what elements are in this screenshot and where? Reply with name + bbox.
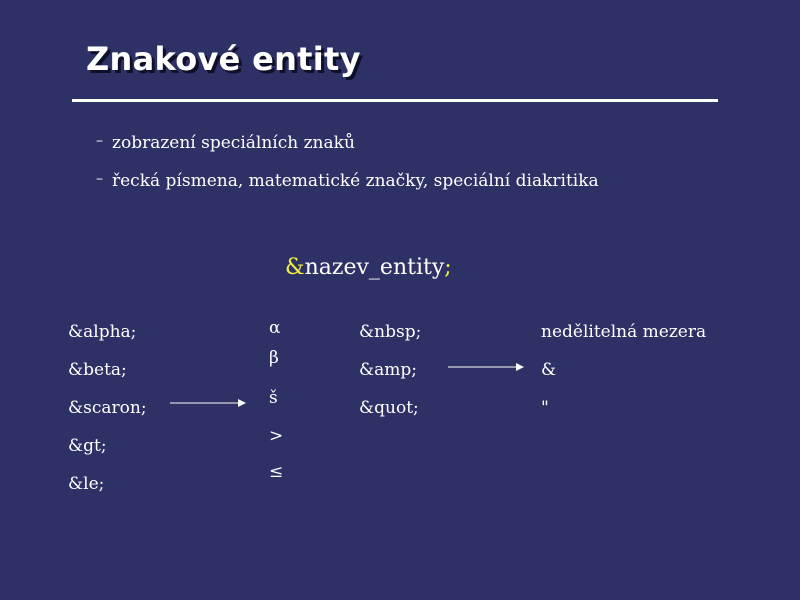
entity-syntax (285, 255, 452, 280)
entity-code: &beta; (68, 360, 127, 380)
bullet-text: řecká písmena, matematické značky, speciální diakritika (112, 171, 599, 191)
entity-glyph: ≤ (269, 462, 284, 482)
entity-code: &scaron; (68, 398, 147, 418)
entity-code: &quot; (359, 398, 419, 418)
entity-meaning: nedělitelná mezera (541, 322, 707, 342)
right-arrow-icon (448, 361, 526, 373)
entity-code: &amp; (359, 360, 417, 380)
entity-glyph: α (269, 318, 281, 338)
entity-glyph: β (269, 348, 279, 368)
entity-code: &gt; (68, 436, 107, 456)
bullet-item (96, 132, 355, 153)
syntax-name: nazev_entity (304, 255, 445, 280)
bullet-text: zobrazení speciálních znaků (112, 133, 355, 153)
entity-code: &nbsp; (359, 322, 422, 342)
entity-glyph: š (269, 388, 278, 408)
dash-bullet-icon: – (96, 133, 103, 149)
right-arrow-icon (170, 397, 248, 409)
entity-code: &le; (68, 474, 105, 494)
entity-meaning: " (541, 398, 549, 418)
syntax-ampersand: & (285, 255, 305, 280)
entity-meaning: & (541, 360, 557, 380)
syntax-semicolon: ; (444, 255, 452, 280)
title-underline (72, 99, 718, 102)
entity-code: &alpha; (68, 322, 137, 342)
slide-title: Znakové entity (86, 40, 361, 78)
bullet-item (96, 170, 599, 191)
dash-bullet-icon: – (96, 171, 103, 187)
entity-glyph: > (269, 426, 284, 446)
